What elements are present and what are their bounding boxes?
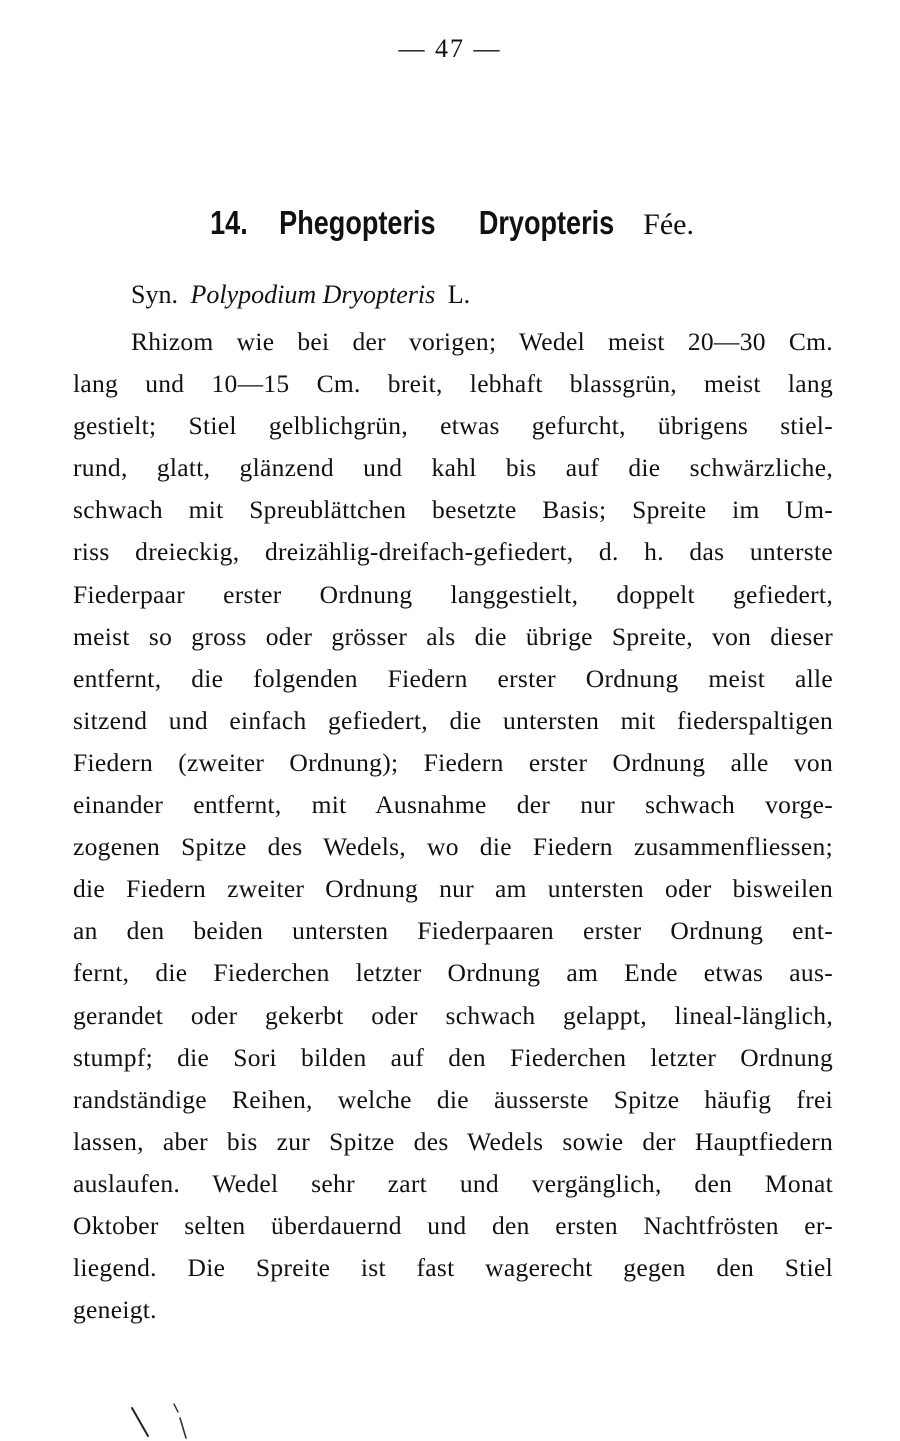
synonym-line xyxy=(131,280,470,310)
text-line: rund, glatt, glänzend und kahl bis auf die schwärzliche, xyxy=(73,453,833,483)
text-line: schwach mit Spreublättchen besetzte Basis; Spreite im Um- xyxy=(73,495,833,525)
text-line: auslaufen. Wedel sehr zart und vergänglich, den Monat xyxy=(73,1168,833,1198)
text-line: gerandet oder gekerbt oder schwach gelappt, lineal-länglich, xyxy=(73,1000,833,1030)
text-line: Oktober selten überdauernd und den ersten Nachtfrösten er- xyxy=(73,1210,833,1240)
species-epithet: Dryopteris xyxy=(478,204,614,241)
species-genus: Phegopteris xyxy=(279,204,436,241)
text-line: stumpf; die Sori bilden auf den Fiederchen letzter Ordnung xyxy=(73,1042,833,1072)
text-line: gestielt; Stiel gelblichgrün, etwas gefurcht, übrigens stiel- xyxy=(73,411,833,441)
text-line: liegend. Die Spreite ist fast wagerecht gegen den Stiel xyxy=(73,1253,833,1283)
species-heading xyxy=(0,203,900,242)
species-author: Fée. xyxy=(643,208,694,241)
text-line: Rhizom wie bei der vorigen; Wedel meist 20—30 Cm. xyxy=(131,327,833,356)
synonym-name: Polypodium Dryopteris xyxy=(190,280,436,309)
text-line: meist so gross oder grösser als die übrige Spreite, von dieser xyxy=(73,621,833,651)
text-line: riss dreieckig, dreizählig-dreifach-gefiedert, d. h. das unterste xyxy=(73,537,833,567)
text-line: entfernt, die folgenden Fiedern erster Ordnung meist alle xyxy=(73,663,833,693)
description-paragraph xyxy=(73,321,833,1331)
text-line: an den beiden untersten Fiederpaaren erster Ordnung ent- xyxy=(73,916,833,946)
text-line: sitzend und einfach gefiedert, die untersten mit fiederspaltigen xyxy=(73,705,833,735)
text-line: fernt, die Fiederchen letzter Ordnung am Ende etwas aus- xyxy=(73,958,833,988)
text-line: zogenen Spitze des Wedels, wo die Fiedern zusammenfliessen; xyxy=(73,832,833,862)
page-number: — 47 — xyxy=(398,34,502,63)
text-line: randständige Reihen, welche die äusserste Spitze häufig frei xyxy=(73,1084,833,1114)
text-line: einander entfernt, mit Ausnahme der nur schwach vorge- xyxy=(73,790,833,820)
ink-marks xyxy=(128,1398,198,1441)
text-line: die Fiedern zweiter Ordnung nur am untersten oder bisweilen xyxy=(73,874,833,904)
synonym-author: L. xyxy=(447,280,471,309)
text-line: geneigt. xyxy=(73,1295,157,1325)
synonym-prefix: Syn. xyxy=(131,280,178,309)
text-line: lassen, aber bis zur Spitze des Wedels sowie der Hauptfiedern xyxy=(73,1126,833,1156)
text-line: Fiederpaar erster Ordnung langgestielt, doppelt gefiedert, xyxy=(73,579,833,609)
species-number: 14. xyxy=(210,204,248,241)
text-line: Fiedern (zweiter Ordnung); Fiedern erster Ordnung alle von xyxy=(73,747,833,777)
text-line: lang und 10—15 Cm. breit, lebhaft blassgrün, meist lang xyxy=(73,369,833,399)
